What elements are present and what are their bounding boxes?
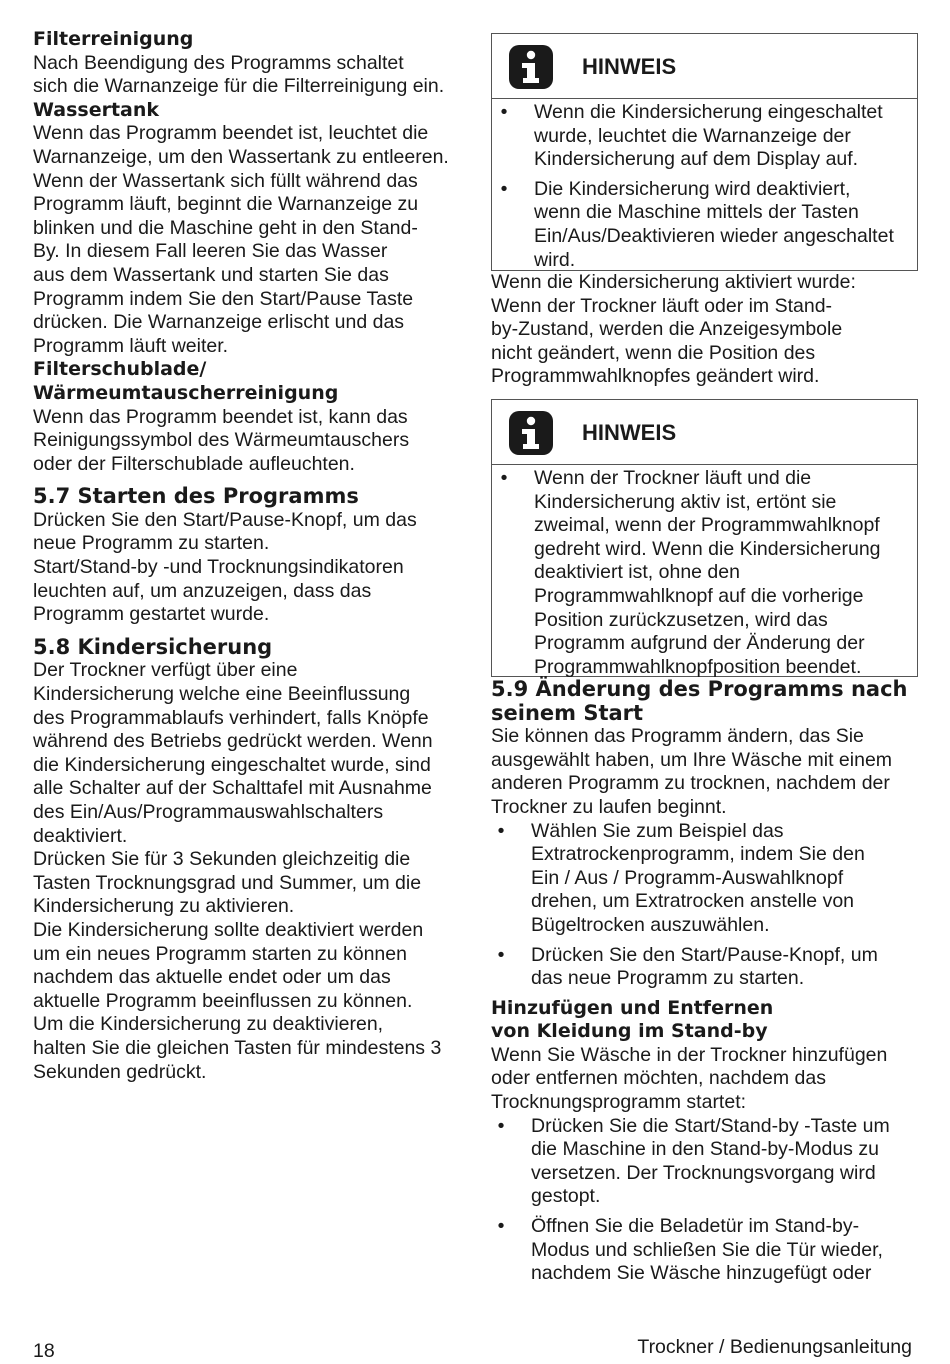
section-5-7-text: Drücken Sie den Start/Pause-Knopf, um das neue Programm zu starten. Start/Stand-by -und Trocknungsindikatoren leuchten auf, um anzuzeigen, dass das Programm gestartet wurde. (33, 508, 417, 626)
section-5-9-text: Sie können das Programm ändern, das Sie ausgewählt haben, um Ihre Wäsche mit einem anderen Programm zu trocknen, nachdem der Trockner zu laufen beginnt. (491, 725, 893, 818)
notice-item-text: Wenn der Trockner läuft und die Kindersicherung aktiv ist, ertönt sie zweimal, wenn der Programmwahlknopf gedreht wird. Wenn die Kindersicherung deaktiviert ist, ohne den Programmwahlknopf auf die vorherige Position zurückzusetzen, wird das Programm aufgrund der Änderung der Programmwahlknopfposition beendet. (534, 466, 881, 678)
list-item (492, 178, 917, 272)
document-title: Trockner / Bedienungsanleitung (637, 1336, 912, 1358)
notice-title: HINWEIS (582, 419, 677, 445)
list-item (491, 820, 918, 938)
standby-list (491, 1115, 918, 1286)
drawer-heading: Filterschublade/ Wärmeumtauscherreinigung (33, 358, 339, 404)
notice-header (492, 34, 917, 99)
list-item-text: Öffnen Sie die Beladetür im Stand-by- Modus und schließen Sie die Tür wieder, nachdem Sie Wäsche hinzugefügt oder (531, 1215, 883, 1285)
list-item-text: Wählen Sie zum Beispiel das Extratrockenprogramm, indem Sie den Ein / Aus / Programm-Auswahlknopf drehen, um Extratrocken anstelle von Bügeltrocken auszuwählen. (531, 819, 865, 936)
left-column (33, 28, 458, 1084)
notice-list (492, 465, 917, 679)
section-5-8-heading: 5.8 Kindersicherung (33, 634, 273, 659)
notice-box-2 (491, 399, 918, 677)
info-icon (508, 44, 554, 90)
bullet: • (500, 177, 508, 200)
section-5-9-list (491, 820, 918, 991)
notice-header (492, 400, 917, 465)
list-item-text: Drücken Sie den Start/Pause-Knopf, um das neue Programm zu starten. (531, 943, 878, 990)
filter-heading: Filterreinigung (33, 28, 194, 50)
page-number: 18 (33, 1340, 55, 1362)
bullet: • (497, 1114, 505, 1137)
bullet: • (497, 943, 505, 966)
bullet: • (497, 819, 505, 842)
notice-box-1 (491, 33, 918, 271)
list-item (491, 1115, 918, 1209)
right-column (491, 33, 918, 1292)
section-5-8-text: Der Trockner verfügt über eine Kindersicherung welche eine Beeinflussung des Programmablaufs verhindert, falls Knöpfe während des Betriebs gedrückt werden. Wenn die Kindersicherung eingeschaltet wurde, sind alle Schalter auf der Schalttafel mit Ausnahme des Ein/Aus/Programmauswahlschalters deaktiviert. Drücken Sie für 3 Sekunden gleichzeitig die Tasten Trocknungsgrad und Summer, um die Kindersicherung zu aktivieren. Die Kindersicherung sollte deaktiviert werden um ein neues Programm starten zu können nachdem das aktuelle endet oder um das aktuelle Programm beeinflussen zu können. Um die Kindersicherung zu deaktivieren, halten Sie die gleichen Tasten für mindestens 3 Sekunden gedrückt. (33, 659, 442, 1083)
list-item-text: Drücken Sie die Start/Stand-by -Taste um die Maschine in den Stand-by-Modus zu versetzen. Der Trocknungsvorgang wird gestopt. (531, 1114, 890, 1208)
tank-text: Wenn das Programm beendet ist, leuchtet die Warnanzeige, um den Wassertank zu entleeren. Wenn der Wassertank sich füllt während das Programm läuft, beginnt die Warnanzeige zu blinken und die Maschine geht in den Stand- By. In diesem Fall leeren Sie das Wasser aus dem Wassertank und starten Sie das Programm indem Sie den Start/Pause Taste drücken. Die Warnanzeige erlischt und das Programm läuft weiter. (33, 122, 449, 357)
bullet: • (500, 101, 508, 123)
info-icon (508, 410, 554, 456)
list-item (492, 101, 917, 172)
bullet: • (497, 1215, 505, 1238)
list-item (492, 467, 917, 679)
tank-heading: Wassertank (33, 98, 160, 121)
child-lock-active-text: Wenn die Kindersicherung aktiviert wurde: Wenn der Trockner läuft oder im Stand- by-Zustand, werden die Anzeigesymbole nicht geändert, wenn die Position des Programmwahlknopfes geändert wird. (491, 271, 856, 388)
notice-list (492, 99, 917, 272)
drawer-text: Wenn das Programm beendet ist, kann das Reinigungssymbol des Wärmeumtauschers oder der Filterschublade aufleuchten. (33, 405, 410, 475)
notice-item-text: Die Kindersicherung wird deaktiviert, wenn die Maschine mittels der Tasten Ein/Aus/Deaktivieren wieder angeschaltet wird. (534, 177, 894, 271)
filter-text: Nach Beendigung des Programms schaltet sich die Warnanzeige für die Filterreinigung ein. (33, 51, 445, 98)
standby-heading: Hinzufügen und Entfernen von Kleidung im Stand-by (491, 996, 774, 1043)
notice-item-text: Wenn die Kindersicherung eingeschaltet wurde, leuchtet die Warnanzeige der Kindersicherung auf dem Display auf. (534, 101, 883, 171)
section-5-9-heading: 5.9 Änderung des Programms nach seinem Start (491, 676, 908, 725)
bullet: • (500, 466, 508, 489)
list-item (491, 1215, 918, 1286)
notice-title: HINWEIS (582, 54, 677, 79)
list-item (491, 944, 918, 991)
standby-text: Wenn Sie Wäsche in der Trockner hinzufügen oder entfernen möchten, nachdem das Trocknungsprogramm startet: (491, 1043, 888, 1114)
section-5-7-heading: 5.7 Starten des Programms (33, 484, 359, 509)
